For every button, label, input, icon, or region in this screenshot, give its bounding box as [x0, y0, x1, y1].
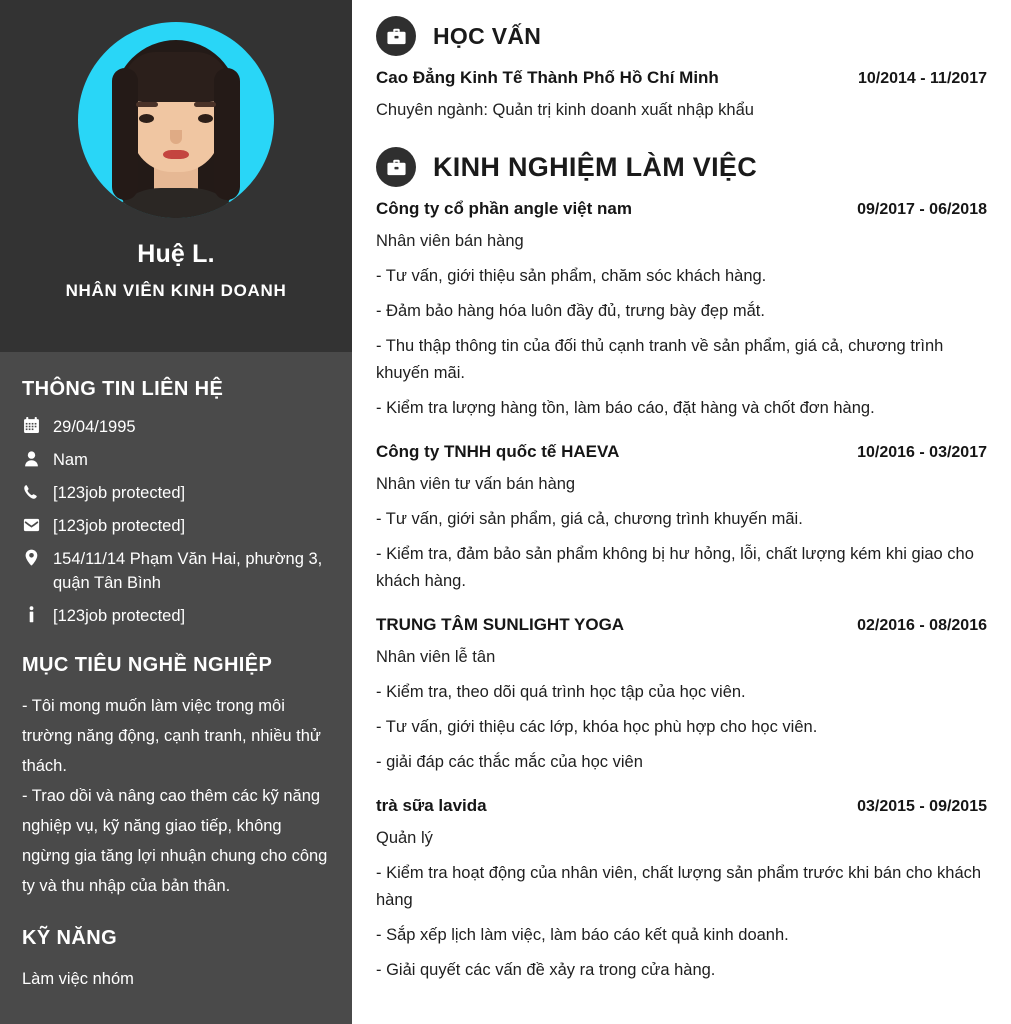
experience-bullets [376, 263, 987, 422]
skill-item: Làm việc nhóm [22, 970, 134, 988]
main-content [352, 0, 1011, 1024]
objective-section-heading: MỤC TIÊU NGHỀ NGHIỆP [22, 654, 273, 676]
education-entry-header [376, 68, 987, 88]
contact-value-gender: Nam [53, 451, 88, 469]
experience-position: Nhân viên lễ tân [376, 648, 496, 666]
info-icon [22, 605, 40, 624]
education-section-title: HỌC VẤN [433, 22, 542, 49]
candidate-name: Huệ L. [137, 240, 215, 268]
experience-date: 09/2017 - 06/2018 [857, 201, 987, 218]
experience-bullet: - Kiểm tra hoạt động của nhân viên, chất lượng sản phẩm trước khi bán cho khách hàng [376, 864, 982, 909]
contact-item-gender [22, 448, 330, 472]
experience-date: 02/2016 - 08/2016 [857, 617, 987, 634]
objective-text [22, 691, 330, 901]
contact-value-info: [123job protected] [53, 607, 186, 625]
experience-bullet: - Tư vấn, giới thiệu sản phẩm, chăm sóc khách hàng. [376, 267, 767, 285]
contact-item-address [22, 547, 330, 595]
experience-section-title: KINH NGHIỆM LÀM VIỆC [433, 151, 758, 182]
experience-section [376, 147, 987, 984]
education-section-header [376, 16, 987, 56]
experience-date: 03/2015 - 09/2015 [857, 798, 987, 815]
candidate-role: NHÂN VIÊN KINH DOANH [65, 281, 287, 300]
experience-bullets [376, 506, 987, 595]
experience-company: Công ty TNHH quốc tế HAEVA [376, 442, 620, 461]
calendar-icon [22, 416, 40, 435]
sidebar-body [0, 378, 352, 994]
experience-bullet: - Kiểm tra, theo dõi quá trình học tập của học viên. [376, 683, 746, 701]
education-school: Cao Đẳng Kinh Tế Thành Phố Hồ Chí Minh [376, 68, 719, 87]
skills-section-heading: KỸ NĂNG [22, 927, 118, 949]
experience-entry-header [376, 615, 987, 635]
objective-line: - Tôi mong muốn làm việc trong môi trường năng động, cạnh tranh, nhiều thử thách. [22, 697, 321, 775]
skills-list [22, 964, 330, 994]
contact-value-birthdate: 29/04/1995 [53, 418, 136, 436]
contact-item-phone[interactable] [22, 481, 330, 505]
experience-entry [376, 615, 987, 776]
contact-value-address: 154/11/14 Phạm Văn Hai, phường 3, quận Tân Bình [53, 550, 323, 592]
experience-bullet: - Kiểm tra lượng hàng tồn, làm báo cáo, đặt hàng và chốt đơn hàng. [376, 399, 875, 417]
sidebar-profile-header [0, 0, 352, 352]
envelope-icon [22, 515, 40, 534]
contact-value-phone: [123job protected] [53, 484, 186, 502]
experience-entry-header [376, 442, 987, 462]
experience-bullet: - Đảm bảo hàng hóa luôn đầy đủ, trưng bày đẹp mắt. [376, 302, 765, 320]
experience-entry-header [376, 796, 987, 816]
map-pin-icon [22, 548, 40, 567]
experience-company: trà sữa lavida [376, 796, 487, 815]
contact-value-email: [123job protected] [53, 517, 186, 535]
contact-list [22, 415, 330, 628]
experience-bullet: - Kiểm tra, đảm bảo sản phẩm không bị hư hỏng, lỗi, chất lượng kém khi giao cho khách hàng. [376, 545, 974, 590]
briefcase-icon [376, 147, 416, 187]
experience-bullet: - giải đáp các thắc mắc của học viên [376, 753, 643, 771]
experience-bullet: - Sắp xếp lịch làm việc, làm báo cáo kết quả kinh doanh. [376, 926, 789, 944]
experience-position: Quản lý [376, 829, 433, 847]
phone-icon [22, 482, 40, 501]
experience-bullets [376, 679, 987, 776]
education-date: 10/2014 - 11/2017 [857, 70, 987, 87]
education-section [376, 16, 987, 121]
experience-bullets [376, 860, 987, 984]
experience-bullet: - Thu thập thông tin của đối thủ cạnh tranh về sản phẩm, giá cả, chương trình khuyến mãi. [376, 337, 944, 382]
contact-item-info [22, 604, 330, 628]
education-entry [376, 68, 987, 121]
experience-bullet: - Tư vấn, giới thiệu các lớp, khóa học phù hợp cho học viên. [376, 718, 818, 736]
sidebar [0, 0, 352, 1024]
experience-entry [376, 199, 987, 422]
education-major: Chuyên ngành: Quản trị kinh doanh xuất nhập khẩu [376, 101, 754, 119]
objective-line: - Trao dồi và nâng cao thêm các kỹ năng nghiệp vụ, kỹ năng giao tiếp, không ngừng gia tăng lợi nhuận chung cho công ty và thu nhập của bản thân. [22, 787, 328, 895]
experience-bullet: - Giải quyết các vấn đề xảy ra trong cửa hàng. [376, 961, 716, 979]
experience-company: Công ty cổ phần angle việt nam [376, 199, 632, 218]
experience-position: Nhân viên tư vấn bán hàng [376, 475, 576, 493]
experience-bullet: - Tư vấn, giới sản phẩm, giá cả, chương trình khuyến mãi. [376, 510, 803, 528]
avatar [78, 22, 274, 218]
experience-position: Nhân viên bán hàng [376, 232, 524, 250]
experience-company: TRUNG TÂM SUNLIGHT YOGA [376, 615, 625, 634]
contact-item-email[interactable] [22, 514, 330, 538]
contact-section-heading: THÔNG TIN LIÊN HỆ [22, 378, 224, 400]
experience-section-header [376, 147, 987, 187]
experience-entry [376, 442, 987, 595]
briefcase-icon [376, 16, 416, 56]
contact-item-birthdate [22, 415, 330, 439]
experience-date: 10/2016 - 03/2017 [857, 444, 987, 461]
experience-entry [376, 796, 987, 984]
user-icon [22, 449, 40, 468]
experience-entry-header [376, 199, 987, 219]
